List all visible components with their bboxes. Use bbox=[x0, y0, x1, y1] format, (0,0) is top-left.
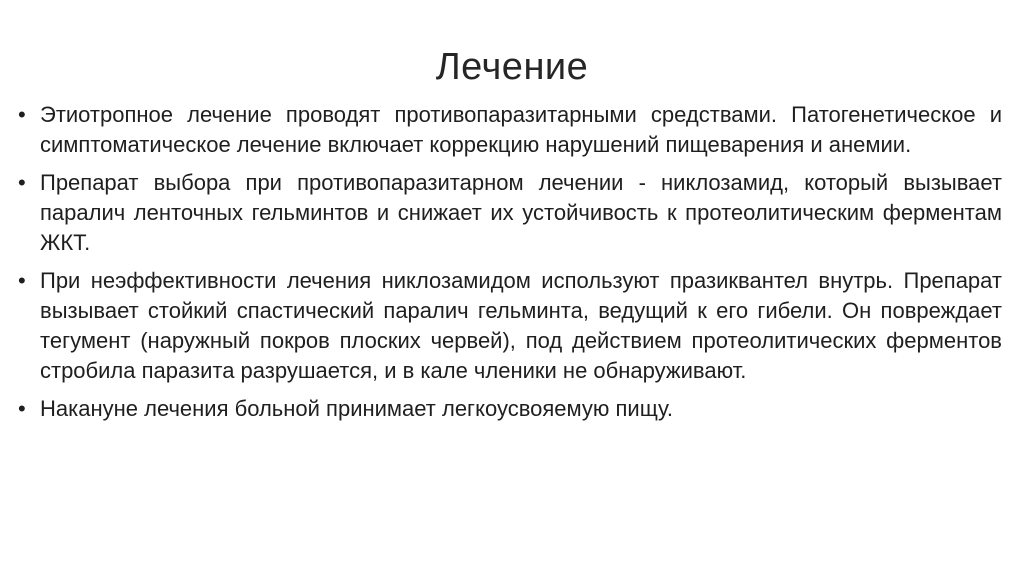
bullet-dot-icon: • bbox=[18, 102, 26, 127]
bullet-text: Препарат выбора при противопаразитарном лечении - никлозамид, который вызывает паралич ленточных гельминтов и снижает их устойчивость к протеолитическим ферментам ЖКТ. bbox=[40, 170, 1002, 255]
bullet-item bbox=[18, 394, 1002, 424]
bullet-item bbox=[18, 168, 1002, 258]
bullet-list bbox=[18, 100, 1002, 432]
bullet-item bbox=[18, 266, 1002, 386]
bullet-text: Накануне лечения больной принимает легкоусвояемую пищу. bbox=[40, 396, 673, 421]
bullet-text: При неэффективности лечения никлозамидом используют празиквантел внутрь. Препарат вызывает стойкий спастический паралич гельминта, ведущий к его гибели. Он повреждает тегумент (наружный покров плоских червей), под действием протеолитических ферментов стробила паразита разрушается, и в кале членики не обнаруживают. bbox=[40, 268, 1002, 383]
bullet-dot-icon: • bbox=[18, 268, 26, 293]
bullet-item bbox=[18, 100, 1002, 160]
bullet-dot-icon: • bbox=[18, 396, 26, 421]
bullet-dot-icon: • bbox=[18, 170, 26, 195]
bullet-text: Этиотропное лечение проводят противопаразитарными средствами. Патогенетическое и симптоматическое лечение включает коррекцию нарушений пищеварения и анемии. bbox=[40, 102, 1002, 157]
slide-title: Лечение bbox=[435, 46, 589, 89]
